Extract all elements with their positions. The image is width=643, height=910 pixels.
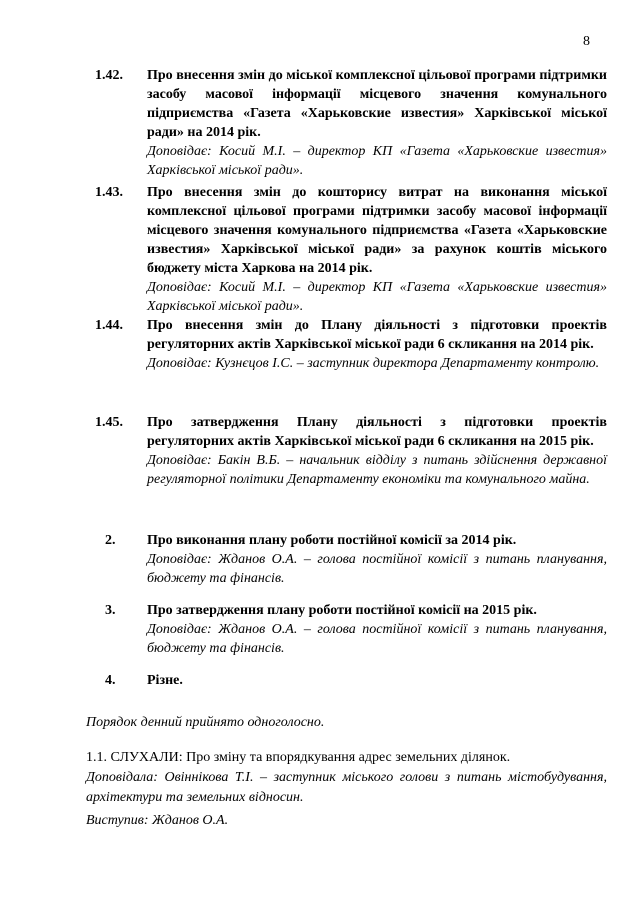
agenda-adopted-note: Порядок денний прийнято одноголосно. [86, 715, 325, 730]
agenda-item-number: 1.44. [95, 318, 123, 333]
agenda-item-number: 4. [105, 673, 116, 688]
agenda-item-speaker: Доповідає: Косий М.І. – директор КП «Газета «Харьковские известия» Харківської міської ради». [147, 144, 607, 178]
agenda-item-speaker: Доповідає: Бакін В.Б. – начальник відділу з питань здійснення державної регуляторної політики Департаменту економіки та комунального майна. [147, 453, 607, 487]
heard-reporter: Доповідала: Овіннікова Т.І. – заступник міського голови з питань містобудування, архітектури та земельних відносин. [86, 770, 607, 805]
agenda-item-number: 1.43. [95, 185, 123, 200]
agenda-item-number: 3. [105, 603, 116, 618]
agenda-item-title: Про внесення змін до Плану діяльності з підготовки проектів регуляторних актів Харківської міської ради 6 скликання на 2014 рік. [147, 318, 607, 352]
agenda-item-speaker: Доповідає: Косий М.І. – директор КП «Газета «Харьковские известия» Харківської міської ради». [147, 280, 607, 314]
agenda-item-speaker: Доповідає: Жданов О.А. – голова постійної комісії з питань планування, бюджету та фінансів. [147, 552, 607, 586]
agenda-item-title: Різне. [147, 673, 183, 688]
agenda-item-title: Про виконання плану роботи постійної комісії за 2014 рік. [147, 533, 517, 548]
agenda-item-title: Про затвердження Плану діяльності з підготовки проектів регуляторних актів Харківської міської ради 6 скликання на 2015 рік. [147, 415, 607, 449]
agenda-item-number: 2. [105, 533, 116, 548]
agenda-item-title: Про внесення змін до міської комплексної цільової програми підтримки засобу масової інформації місцевого значення комунального підприємства «Газета «Харьковские известия» Харківської міської ради» на 2014 рік. [147, 68, 607, 140]
agenda-item-number: 1.45. [95, 415, 123, 430]
agenda-item-title: Про внесення змін до кошторису витрат на виконання міської комплексної цільової програми підтримки засобу масової інформації місцевого значення комунального підприємства «Газета «Харьковские известия» Харківської міської ради» за рахунок коштів міського бюджету міста Харкова на 2014 рік. [147, 185, 607, 276]
page-number: 8 [583, 34, 590, 49]
heard-text: 1.1. СЛУХАЛИ: Про зміну та впорядкування адрес земельних ділянок. [86, 750, 511, 765]
heard-section [86, 748, 607, 808]
agenda-item-number: 1.42. [95, 68, 123, 83]
agenda-item-speaker: Доповідає: Кузнєцов І.С. – заступник директора Департаменту контролю. [147, 356, 600, 371]
agenda-item-speaker: Доповідає: Жданов О.А. – голова постійної комісії з питань планування, бюджету та фінансів. [147, 622, 607, 656]
speech-note: Виступив: Жданов О.А. [86, 813, 229, 828]
agenda-item-title: Про затвердження плану роботи постійної комісії на 2015 рік. [147, 603, 537, 618]
